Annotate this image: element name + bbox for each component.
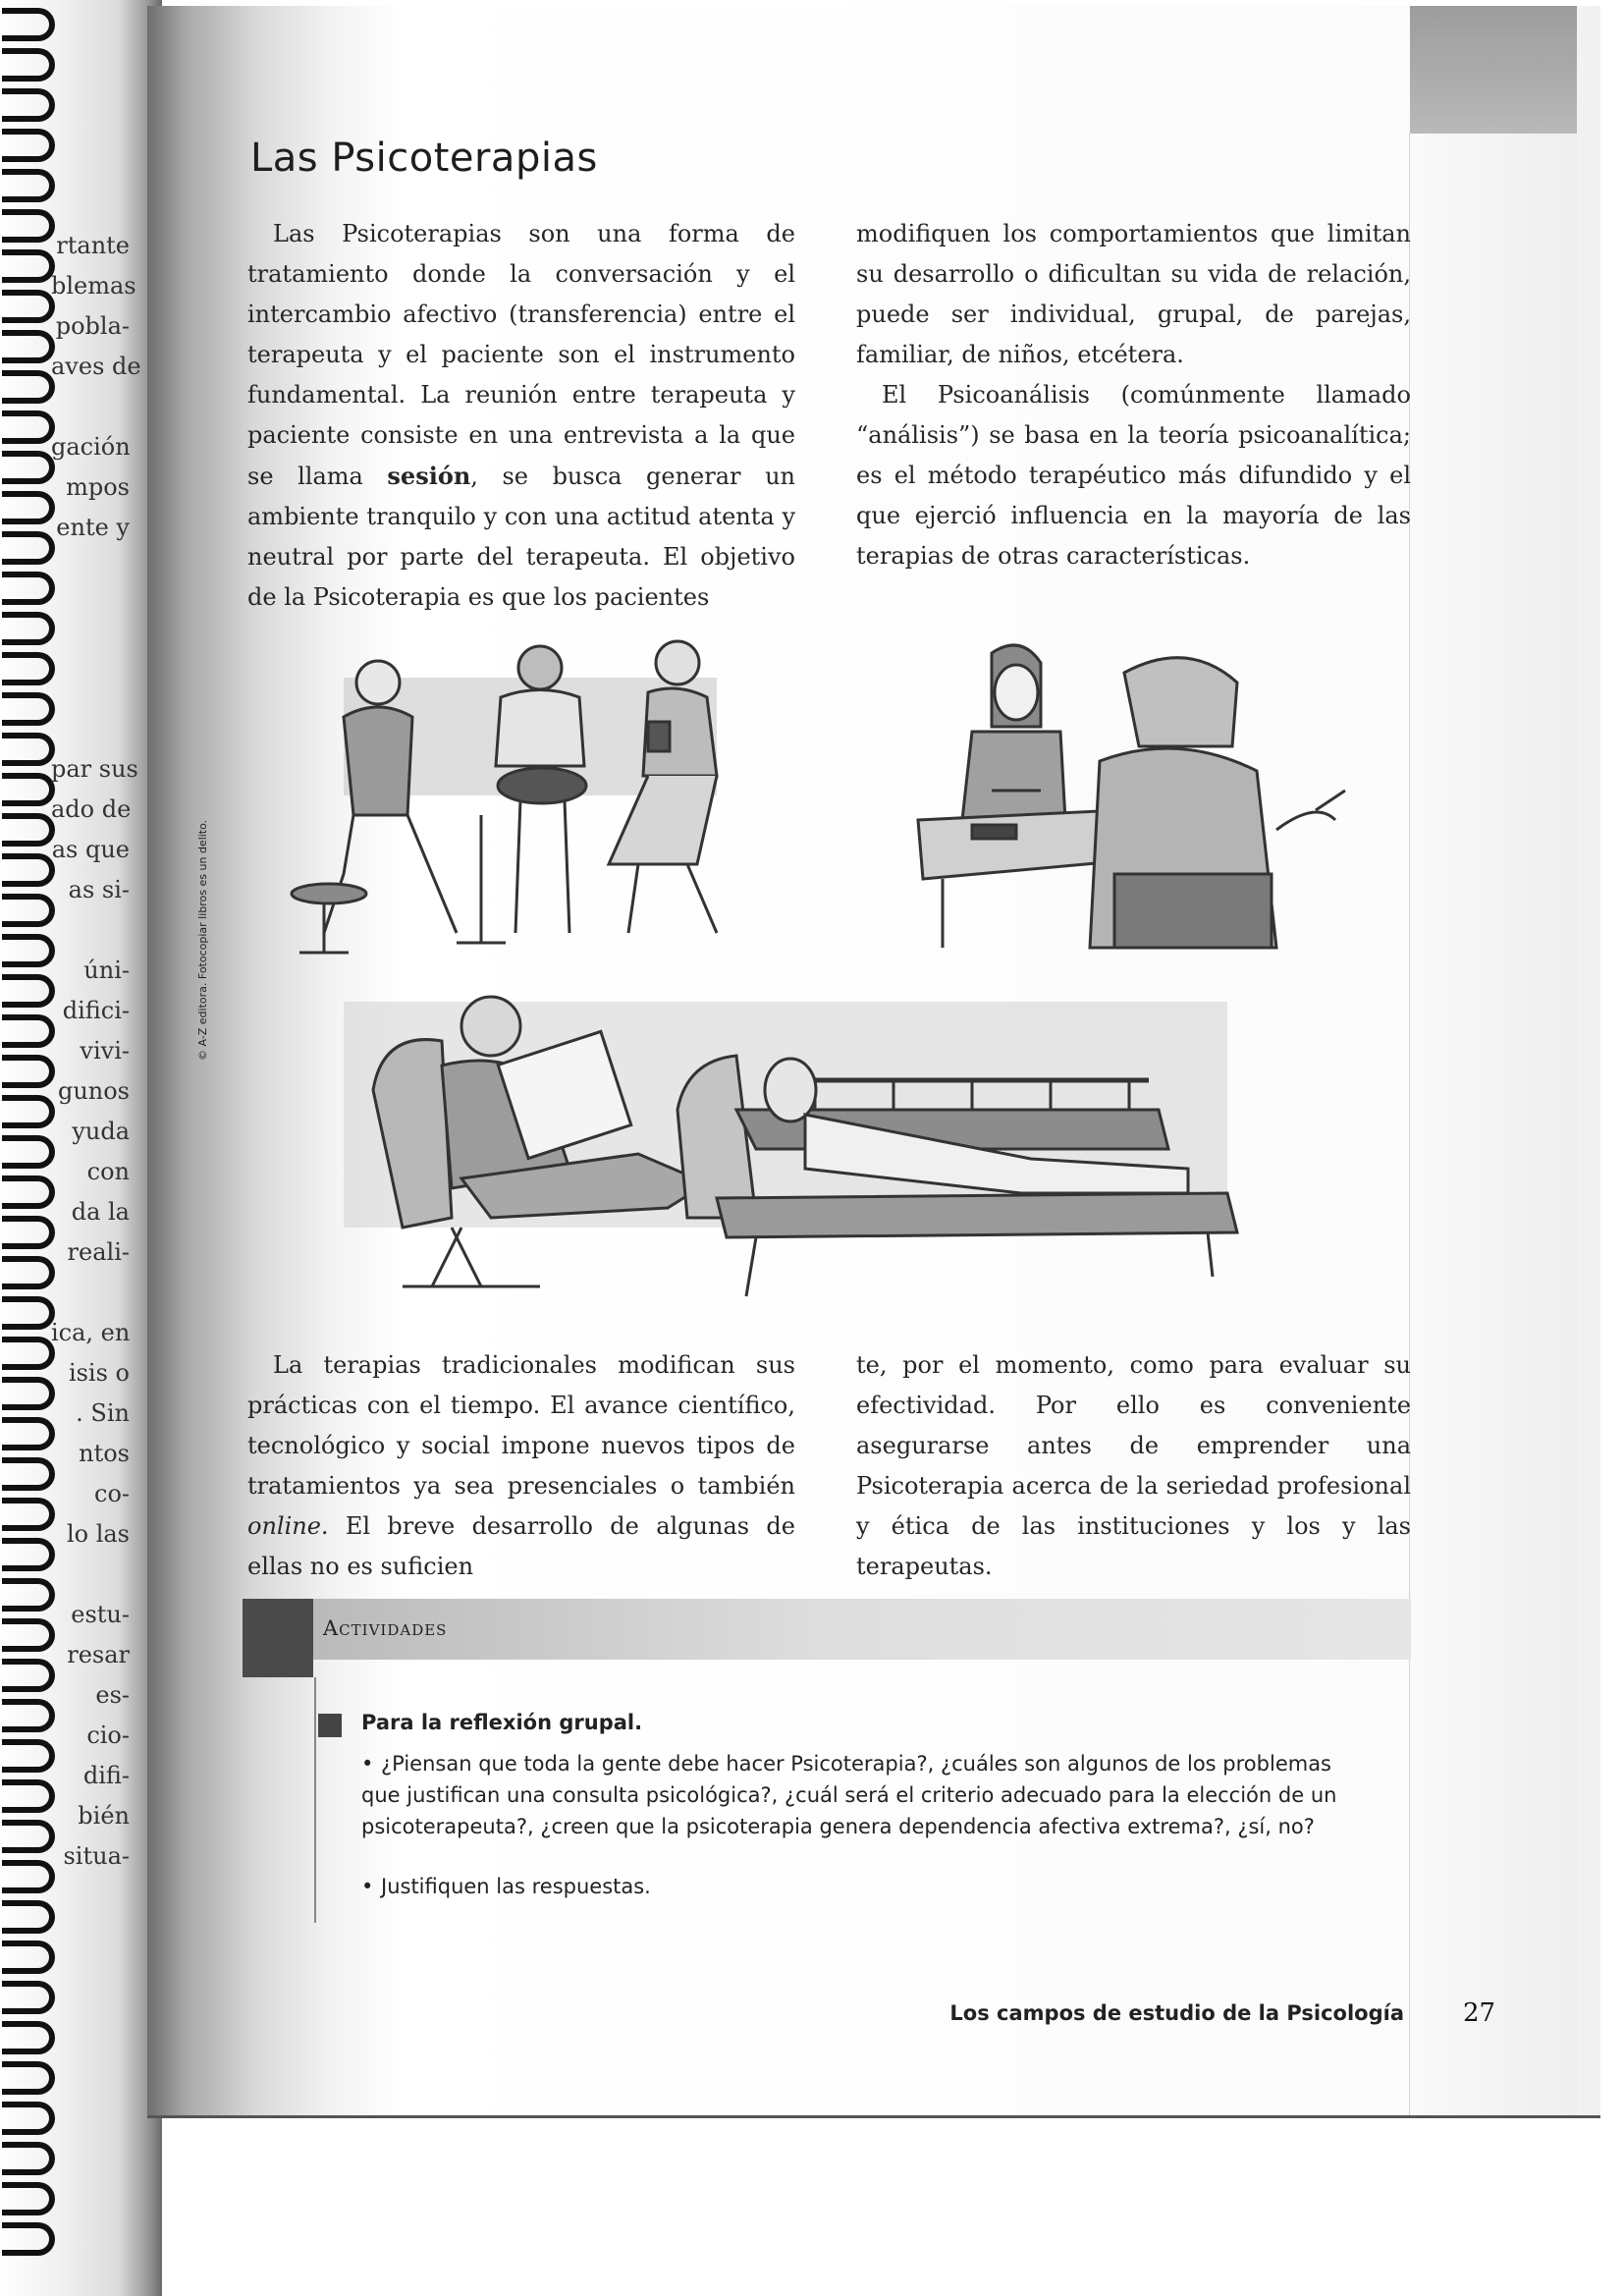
previous-page-fragment: estu- bbox=[71, 1601, 130, 1628]
binding-coil bbox=[2, 1055, 55, 1088]
binding-coil bbox=[2, 370, 55, 404]
illustration-group-therapy bbox=[285, 638, 785, 962]
binding-coil bbox=[2, 491, 55, 524]
previous-page-fragment: pobla- bbox=[55, 312, 130, 340]
paragraph-text: Las Psicoterapias son una forma de tratamiento donde la conversación y el intercambio afectivo (transferencia) entre el terapeuta y el paciente son el instrumento fundamental. La reunión entre terapeuta y paciente consiste en una entrevista a la que se llama bbox=[247, 220, 795, 490]
page-tab bbox=[1410, 6, 1577, 134]
binding-coil bbox=[2, 1941, 55, 1974]
activity-item bbox=[361, 1871, 1363, 1902]
previous-page-fragment: gación bbox=[51, 433, 131, 461]
binding-coil bbox=[2, 692, 55, 726]
activities-rule bbox=[314, 1677, 316, 1923]
binding-coil bbox=[2, 88, 55, 122]
square-bullet-icon bbox=[318, 1714, 342, 1737]
binding-coil bbox=[2, 249, 55, 283]
previous-page-fragment: aves de bbox=[51, 353, 141, 380]
italic-term-online: online bbox=[247, 1512, 321, 1540]
illustration-psychoanalysis-couch bbox=[344, 972, 1237, 1316]
binding-coil bbox=[2, 8, 55, 41]
text-column-right-bottom bbox=[856, 1345, 1411, 1587]
binding-coil bbox=[2, 1417, 55, 1450]
activities-subheading: Para la reflexión grupal. bbox=[361, 1711, 643, 1734]
binding-coil bbox=[2, 1296, 55, 1330]
running-footer: Los campos de estudio de la Psicología bbox=[949, 2001, 1404, 2025]
text-column-left-bottom bbox=[247, 1345, 795, 1587]
previous-page-fragment: blemas bbox=[51, 272, 136, 300]
previous-page-fragment: úni- bbox=[83, 957, 130, 984]
previous-page-fragment: yuda bbox=[72, 1118, 130, 1145]
previous-page-fragment: difi- bbox=[82, 1762, 130, 1789]
previous-page-fragment: es- bbox=[95, 1681, 130, 1709]
binding-coil bbox=[2, 1900, 55, 1934]
page-number: 27 bbox=[1463, 1998, 1496, 2028]
binding-coil bbox=[2, 1699, 55, 1732]
binding-coil bbox=[2, 330, 55, 363]
previous-page-fragment: mpos bbox=[66, 473, 130, 501]
binding-coil bbox=[2, 1860, 55, 1893]
paragraph-text: La terapias tradicionales modifican sus prácticas con el tiempo. El avance científico, tecnológico y social impone nuevos tipos de tratamientos ya sea presenciales o también bbox=[247, 1351, 795, 1500]
binding-coil bbox=[2, 572, 55, 605]
binding-coil bbox=[2, 2182, 55, 2215]
binding-coil bbox=[2, 290, 55, 323]
previous-page-fragment: cio- bbox=[86, 1722, 130, 1749]
binding-coil bbox=[2, 733, 55, 766]
bold-term-sesion: sesión bbox=[387, 462, 471, 490]
binding-coil bbox=[2, 169, 55, 202]
activity-item-text: Justifiquen las respuestas. bbox=[381, 1875, 651, 1898]
binding-coil bbox=[2, 894, 55, 927]
binding-coil bbox=[2, 1981, 55, 2014]
binding-coil bbox=[2, 652, 55, 685]
paragraph-psicoterapias bbox=[247, 214, 795, 618]
previous-page-fragment: resar bbox=[67, 1641, 130, 1668]
previous-page-fragment: con bbox=[86, 1158, 130, 1185]
binding-coil bbox=[2, 2021, 55, 2054]
binding-coil bbox=[2, 1216, 55, 1249]
previous-page-fragment: par sus bbox=[51, 755, 138, 783]
binding-coil bbox=[2, 974, 55, 1008]
binding-coil bbox=[2, 1256, 55, 1289]
previous-page-fragment: ente y bbox=[56, 514, 130, 541]
paragraph-psicoanalisis: El Psicoanálisis (comúnmente llamado “análisis”) se basa en la teoría psicoanalítica; es el método terapéutico más difundido y el que ejerció influencia en la mayoría de las terapias de otras características. bbox=[856, 381, 1411, 570]
previous-page-fragment: gunos bbox=[57, 1077, 130, 1105]
binding-coil bbox=[2, 2142, 55, 2175]
binding-coil bbox=[2, 48, 55, 82]
bullet-icon: • bbox=[361, 1752, 374, 1776]
text-column-right-top bbox=[856, 214, 1411, 576]
page-title: Las Psicoterapias bbox=[250, 136, 598, 181]
previous-page-fragment: co- bbox=[94, 1480, 130, 1507]
previous-page-fragment: da la bbox=[71, 1198, 130, 1226]
activities-banner bbox=[243, 1599, 1411, 1660]
previous-page-fragment: ado de bbox=[51, 795, 132, 823]
binding-coil bbox=[2, 853, 55, 887]
previous-page-fragment: isis o bbox=[68, 1359, 130, 1387]
binding-coil bbox=[2, 2102, 55, 2135]
paragraph-text-rest: . El breve desarrollo de algunas de ellas no es suficien bbox=[247, 1512, 795, 1580]
paragraph-text-rest: , se busca generar un ambiente tranquilo y con una actitud atenta y neutral por parte del terapeuta. El objetivo de la Psicoterapia es que los pacientes bbox=[247, 463, 795, 611]
binding-coil bbox=[2, 612, 55, 645]
binding-coil bbox=[2, 1779, 55, 1813]
binding-coil bbox=[2, 1618, 55, 1652]
text-column-left-top bbox=[247, 214, 795, 618]
binding-coil bbox=[2, 129, 55, 162]
binding-coil bbox=[2, 1538, 55, 1571]
previous-page-fragment: bién bbox=[78, 1802, 130, 1830]
binding-coil bbox=[2, 1578, 55, 1612]
binding-coil bbox=[2, 209, 55, 243]
binding-coil bbox=[2, 2061, 55, 2095]
binding-coil bbox=[2, 2222, 55, 2256]
paragraph-continuation: modifiquen los comportamientos que limitan su desarrollo o dificultan su vida de relación, puede ser individual, grupal, de parejas, familiar, de niños, etcétera. bbox=[856, 220, 1411, 368]
binding-coil bbox=[2, 813, 55, 847]
previous-page-fragment: lo las bbox=[66, 1520, 130, 1548]
binding-coil bbox=[2, 1377, 55, 1410]
activities-header: Actividades bbox=[323, 1616, 448, 1640]
binding-coil bbox=[2, 1659, 55, 1692]
illustration-individual-session bbox=[903, 633, 1375, 957]
activity-item-text: ¿Piensan que toda la gente debe hacer Psicoterapia?, ¿cuáles son algunos de los problemas que justifican una consulta psicológica?, ¿cuál será el criterio adecuado para la elección de un psicoterapeuta?, ¿creen que la psicoterapia genera dependencia afectiva extrema?, ¿sí, no? bbox=[361, 1752, 1337, 1838]
activity-item bbox=[361, 1748, 1363, 1842]
binding-coil bbox=[2, 410, 55, 444]
previous-page-fragment: difici- bbox=[62, 997, 130, 1024]
binding-coil bbox=[2, 451, 55, 484]
page-edge bbox=[1409, 134, 1577, 2115]
binding-coil bbox=[2, 1337, 55, 1370]
binding-coil bbox=[2, 1175, 55, 1209]
previous-page-fragment: situa- bbox=[63, 1842, 130, 1870]
previous-page-fragment: as que bbox=[51, 836, 130, 863]
binding-coil bbox=[2, 1095, 55, 1128]
binding-coil bbox=[2, 773, 55, 806]
previous-page-fragment: . Sin bbox=[76, 1399, 130, 1427]
binding-coil bbox=[2, 1498, 55, 1531]
binding-coil bbox=[2, 1457, 55, 1491]
previous-page-fragment: reali- bbox=[67, 1238, 130, 1266]
binding-coil bbox=[2, 1739, 55, 1773]
activities-marker bbox=[243, 1599, 313, 1677]
bullet-icon: • bbox=[361, 1875, 374, 1898]
previous-page-fragment: ica, en bbox=[51, 1319, 131, 1346]
paragraph-terapias-tradicionales bbox=[247, 1345, 795, 1587]
previous-page-fragment: vivi- bbox=[80, 1037, 130, 1065]
previous-page-fragment: ntos bbox=[79, 1440, 130, 1467]
paragraph-continuation: te, por el momento, como para evaluar su efectividad. Por ello es conveniente asegurarse antes de emprender una Psicoterapia acerca de la seriedad profesional y ética de las instituciones y los y las terapeutas. bbox=[856, 1351, 1411, 1580]
binding-coil bbox=[2, 1820, 55, 1853]
binding-coil bbox=[2, 1014, 55, 1048]
copyright-note: © A-Z editora. Fotocopiar libros es un delito. bbox=[196, 819, 209, 1061]
binding-coil bbox=[2, 1135, 55, 1169]
binding-coil bbox=[2, 531, 55, 565]
previous-page-fragment: rtante bbox=[56, 232, 130, 259]
binding-coil bbox=[2, 934, 55, 967]
previous-page-fragment: as si- bbox=[68, 876, 130, 903]
